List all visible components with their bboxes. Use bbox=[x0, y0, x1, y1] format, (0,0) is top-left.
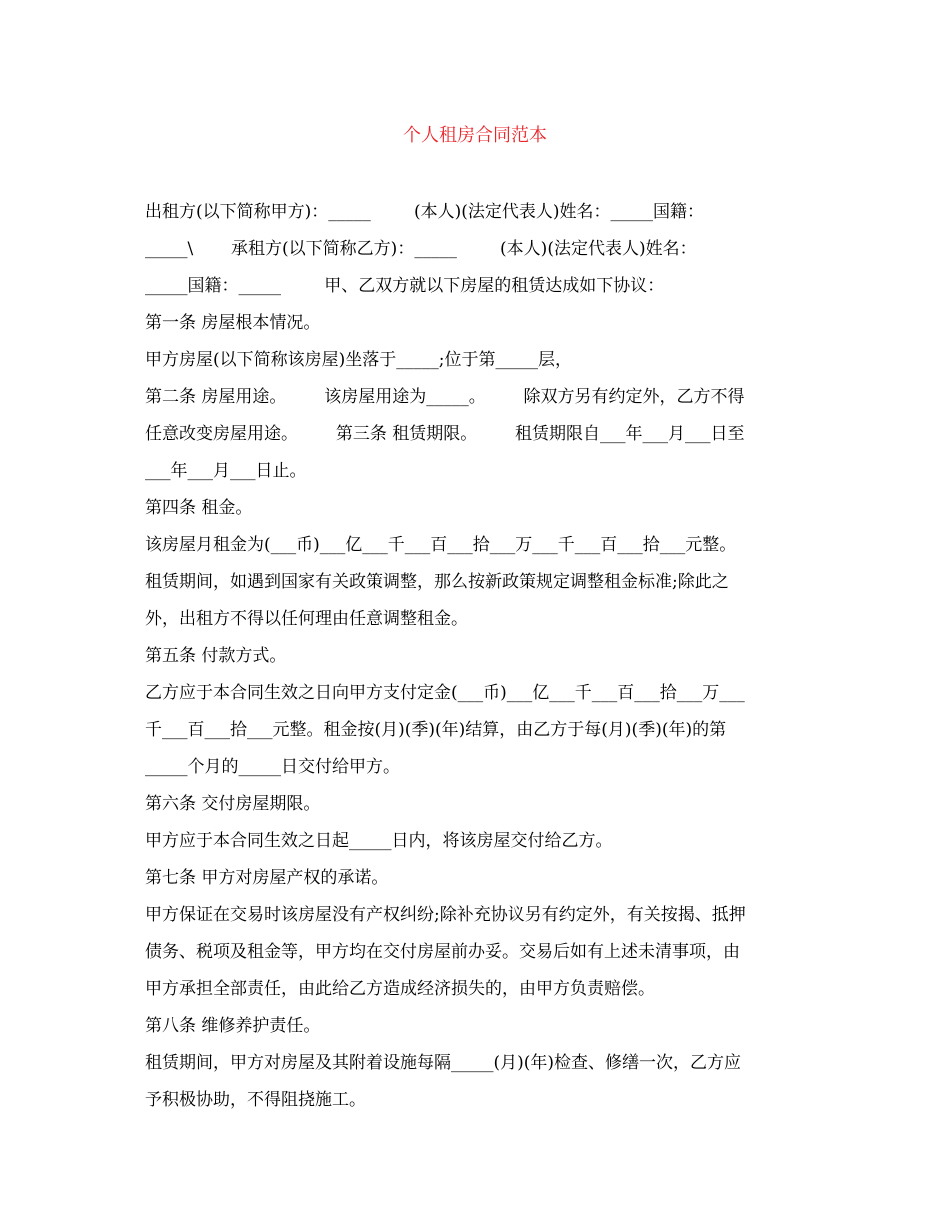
text-line: _____\ 承租方(以下简称乙方)：_____ (本人)(法定代表人)姓名： bbox=[145, 239, 697, 259]
document-title: 个人租房合同范本 bbox=[403, 125, 547, 146]
text-line: ___年___月___日止。 bbox=[145, 461, 307, 481]
text-line: 租赁期间，如遇到国家有关政策调整，那么按新政策规定调整租金标准;除此之 bbox=[145, 572, 729, 592]
text-line: 该房屋月租金为(___币)___亿___千___百___拾___万___千___百___拾___元整。 bbox=[145, 535, 737, 555]
text-line: 出租方(以下简称甲方)：_____ (本人)(法定代表人)姓名：_____国籍： bbox=[145, 202, 705, 222]
text-line: 债务、税项及租金等，甲方均在交付房屋前办妥。交易后如有上述未清事项，由 bbox=[145, 942, 740, 962]
text-line: 甲方应于本合同生效之日起_____日内，将该房屋交付给乙方。 bbox=[145, 831, 613, 851]
text-line: 任意改变房屋用途。 第三条 租赁期限。 租赁期限自___年___月___日至 bbox=[145, 424, 745, 444]
article-heading: 第一条 房屋根本情况。 bbox=[145, 313, 321, 333]
document-body bbox=[145, 194, 810, 1119]
text-line: 第二条 房屋用途。 该房屋用途为_____。 除双方另有约定外，乙方不得 bbox=[145, 387, 745, 407]
text-line: _____个月的_____日交付给甲方。 bbox=[145, 757, 400, 777]
text-line: 甲方承担全部责任，由此给乙方造成经济损失的，由甲方负责赔偿。 bbox=[145, 979, 655, 999]
text-line: 甲方保证在交易时该房屋没有产权纠纷;除补充协议另有约定外，有关按揭、抵押 bbox=[145, 905, 746, 925]
article-heading: 第七条 甲方对房屋产权的承诺。 bbox=[145, 868, 389, 888]
article-heading: 第六条 交付房屋期限。 bbox=[145, 794, 321, 814]
article-heading: 第五条 付款方式。 bbox=[145, 646, 287, 666]
text-line: 乙方应于本合同生效之日向甲方支付定金(___币)___亿___千___百___拾___万___ bbox=[145, 683, 745, 703]
text-line: 甲方房屋(以下简称该房屋)坐落于_____;位于第_____层， bbox=[145, 350, 572, 370]
text-line: _____国籍：_____ 甲、乙双方就以下房屋的租赁达成如下协议： bbox=[145, 276, 665, 296]
text-line: 予积极协助，不得阻挠施工。 bbox=[145, 1090, 366, 1110]
text-line: 千___百___拾___元整。租金按(月)(季)(年)结算，由乙方于每(月)(季)(年)的第 bbox=[145, 720, 727, 740]
article-heading: 第八条 维修养护责任。 bbox=[145, 1016, 321, 1036]
article-heading: 第四条 租金。 bbox=[145, 498, 253, 518]
text-line: 外，出租方不得以任何理由任意调整租金。 bbox=[145, 609, 468, 629]
text-line: 租赁期间，甲方对房屋及其附着设施每隔_____(月)(年)检查、修缮一次，乙方应 bbox=[145, 1053, 742, 1073]
